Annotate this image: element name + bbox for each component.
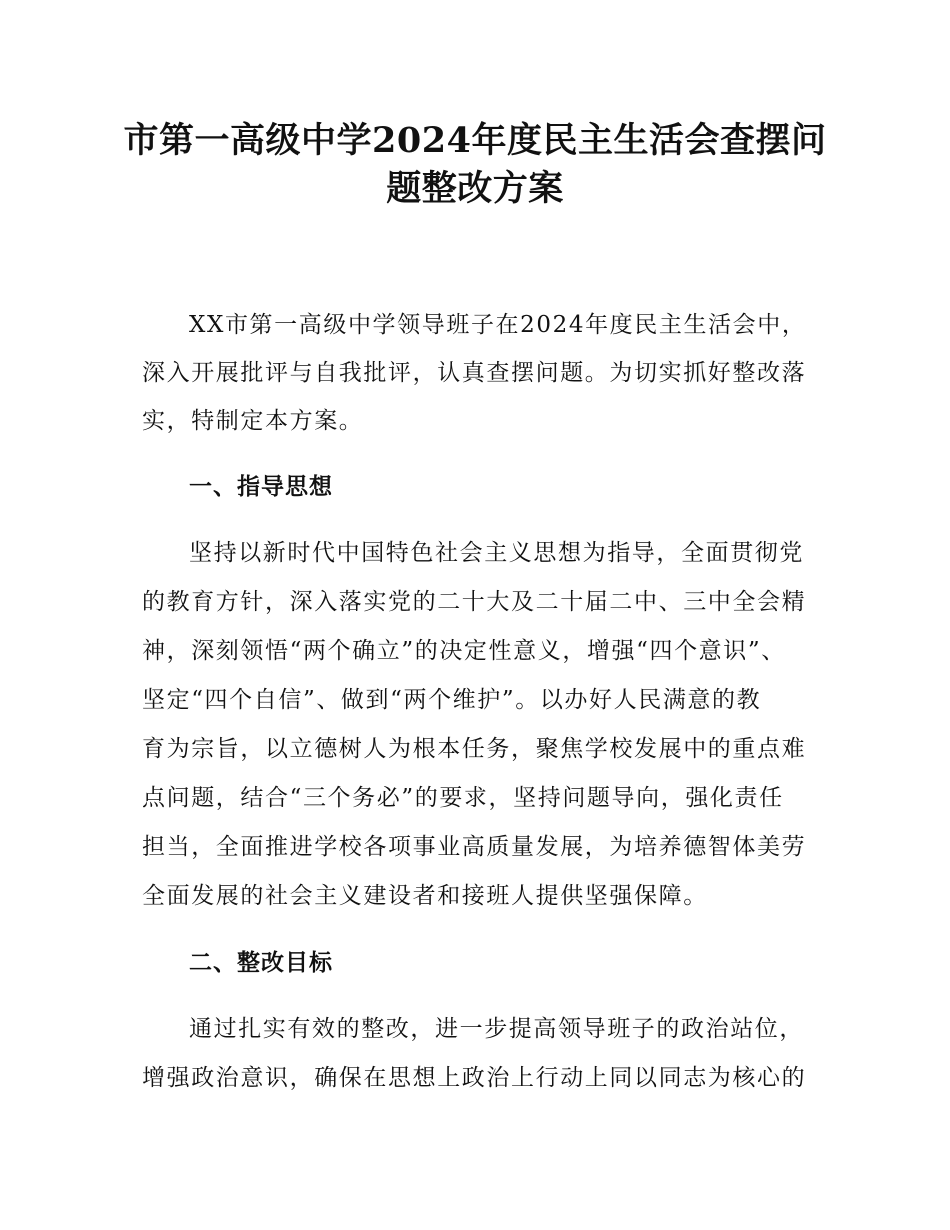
section1-line-4: 坚定“四个自信”、做到“两个维护”。以办好人民满意的教 (142, 687, 762, 713)
section1-line-8: 全面发展的社会主义建设者和接班人提供坚强保障。 (142, 883, 708, 909)
document-title-line-1: 市第一高级中学2024年度民主生活会查摆问 (123, 120, 827, 161)
document-title-line-2: 题整改方案 (386, 168, 564, 209)
intro-line-2: 深入开展批评与自我批评，认真查摆问题。为切实抓好整改落 (142, 360, 807, 386)
section2-line-2: 增强政治意识，确保在思想上政治上行动上同以同志为核心的 (142, 1065, 807, 1091)
intro-line-3: 实，特制定本方案。 (142, 408, 364, 434)
section-heading-guiding-ideology: 一、指导思想 (189, 474, 333, 500)
section1-line-2: 的教育方针，深入落实党的二十大及二十届二中、三中全会精 (142, 589, 807, 615)
section1-line-6: 点问题，结合“三个务必”的要求，坚持问题导向，强化责任 (142, 785, 784, 811)
section-heading-rectification-goals: 二、整改目标 (189, 950, 333, 976)
section1-line-5: 育为宗旨，以立德树人为根本任务，聚焦学校发展中的重点难 (142, 736, 807, 762)
section2-line-1: 通过扎实有效的整改，进一步提高领导班子的政治站位， (189, 1016, 804, 1042)
section1-line-1: 坚持以新时代中国特色社会主义思想为指导，全面贯彻党 (189, 540, 804, 566)
intro-line-1: XX市第一高级中学领导班子在2024年度民主生活会中， (189, 312, 807, 338)
section1-line-7: 担当，全面推进学校各项事业高质量发展，为培养德智体美劳 (142, 834, 807, 860)
section1-line-3: 神，深刻领悟“两个确立”的决定性意义，增强“四个意识”、 (142, 638, 786, 664)
